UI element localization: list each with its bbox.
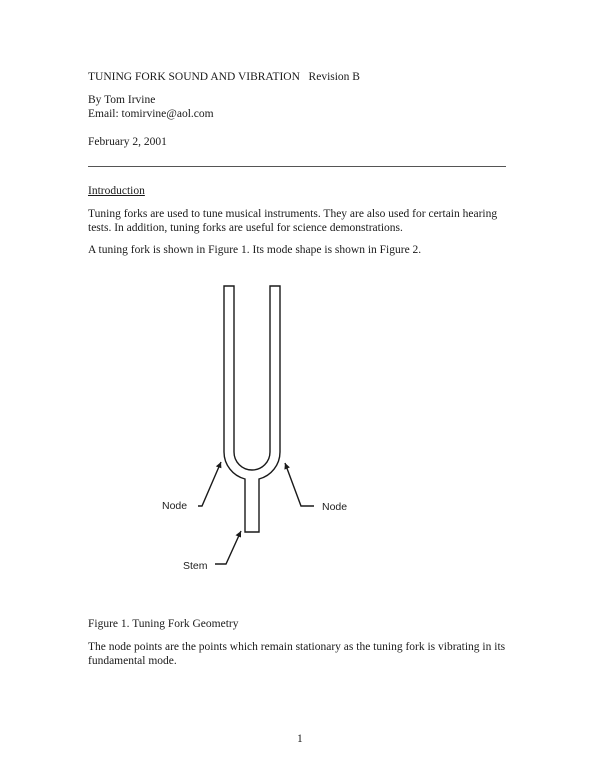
node-right-leader [285,463,314,506]
node-description-paragraph: The node points are the points which remain stationary as the tuning fork is vibrating in its fundamental mode. [88,641,506,667]
page-number: 1 [297,733,303,745]
stem-label: Stem [183,560,208,572]
node-left-leader [198,462,221,506]
author-line: By Tom Irvine [88,94,156,106]
intro-paragraph: Tuning forks are used to tune musical instruments. They are also used for certain hearing tests. In addition, tuning forks are useful for science demonstrations. [88,208,498,234]
figure-caption: Figure 1. Tuning Fork Geometry [88,618,239,630]
email-line: Email: tomirvine@aol.com [88,108,214,120]
document-title: TUNING FORK SOUND AND VIBRATION [88,71,300,83]
node-right-label: Node [322,501,348,513]
section-heading: Introduction [88,185,145,197]
fork-outline [224,286,280,532]
revision-label: Revision B [308,71,360,83]
figure-reference-paragraph: A tuning fork is shown in Figure 1. Its mode shape is shown in Figure 2. [88,244,422,256]
stem-leader [215,531,241,564]
node-left-label: Node [162,500,188,512]
node-left-arrowhead [216,462,222,468]
date-line: February 2, 2001 [88,136,167,148]
